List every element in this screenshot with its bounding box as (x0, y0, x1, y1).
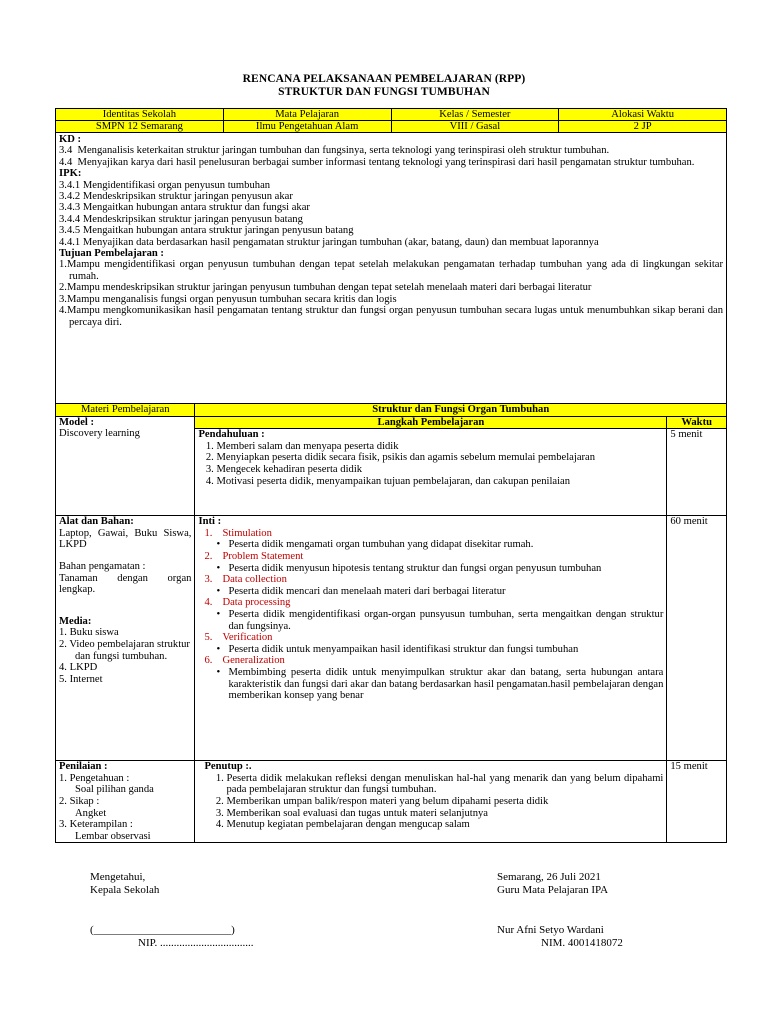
ipk-item: 3.4.3 Mengaitkan hubungan antara struktur dan fungsi akar (59, 202, 310, 214)
penilaian-item: 3. Keterampilan : (59, 819, 133, 831)
penilaian-item: 1. Pengetahuan : (59, 772, 130, 784)
list-item: 1. Memberi salam dan menyapa peserta didik (216, 441, 663, 453)
inti-cell (195, 516, 667, 761)
identity-header: Mata Pelajaran (223, 109, 391, 121)
model-heading: Model : (59, 416, 95, 428)
penutup-waktu: 15 menit (667, 761, 727, 843)
kd-item: 4.4 Menyajikan karya dari hasil penelusuran berbagai sumber informasi tentang teknologi yang terinspirasi dari hasil pengamatan struktur tumbuhan. (59, 156, 695, 168)
media-item: 4. LKPD (59, 662, 98, 674)
identity-value: SMPN 12 Semarang (56, 121, 224, 133)
waktu-header: Waktu (667, 416, 727, 429)
inti-step: 5. Verification (204, 632, 273, 644)
signature-left-name: (_________________________) (90, 924, 235, 936)
list-item: 2. Menyiapkan peserta didik secara fisik, psikis dan agamis sebelum memulai pembelajaran (216, 452, 663, 464)
list-item: 2. Memberikan umpan balik/respon materi yang belum dipahami peserta didik (226, 796, 663, 808)
model-cell (56, 416, 195, 516)
ipk-item: 4.4.1 Menyajikan data berdasarkan hasil pengamatan struktur jaringan tumbuhan (akar, batang, daun) dan membuat laporannya (59, 236, 599, 248)
tujuan-item: 1.Mampu mengidentifikasi organ penyusun tumbuhan dengan tepat setelah melakukan pengamatan terhadap tumbuhan yang ada di lingkungan sekitar rumah. (59, 259, 723, 282)
identity-header: Identitas Sekolah (56, 109, 224, 121)
list-item: 4. Menutup kegiatan pembelajaran dengan mengucap salam (226, 819, 663, 831)
signature-left-role: Kepala Sekolah (90, 884, 160, 896)
list-item: 3. Memberikan soal evaluasi dan tugas untuk materi selanjutnya (226, 808, 663, 820)
pendahuluan-list (198, 441, 663, 487)
penilaian-detail: Angket (75, 807, 107, 819)
kd-heading: KD : (59, 134, 82, 145)
list-item: 3. Mengecek kehadiran peserta didik (216, 464, 663, 476)
inti-step-desc: • Peserta didik mencari dan menelaah materi dari berbagai literatur (228, 586, 663, 598)
ipk-heading: IPK: (59, 168, 82, 180)
lesson-table (55, 403, 727, 843)
pendahuluan-heading: Pendahuluan : (198, 429, 265, 441)
signature-right-place-date: Semarang, 26 Juli 2021 (497, 871, 601, 883)
identity-value: 2 JP (559, 121, 727, 133)
inti-step: 6. Generalization (204, 655, 285, 667)
kd-item: 3.4 Menganalisis keterkaitan struktur jaringan tumbuhan dan fungsinya, serta teknologi yang terinspirasi oleh struktur tumbuhan. (59, 145, 610, 157)
tujuan-heading: Tujuan Pembelajaran : (59, 248, 164, 260)
penilaian-heading: Penilaian : (59, 761, 108, 773)
inti-step: 3. Data collection (204, 574, 287, 586)
document-subtitle: STRUKTUR DAN FUNGSI TUMBUHAN (278, 86, 490, 98)
inti-step-desc: • Peserta didik mengidentifikasi organ-organ punsyusun tumbuhan, serta mengaitkan dengan struktur dan fungsinya. (228, 609, 663, 632)
signature-right-nim: NIM. 4001418072 (541, 937, 623, 949)
identity-value: Ilmu Pengetahuan Alam (223, 121, 391, 133)
inti-step: 1. Stimulation (204, 527, 272, 539)
inti-heading: Inti : (198, 516, 222, 528)
media-heading: Media: (59, 615, 92, 627)
document-title: RENCANA PELAKSANAAN PEMBELAJARAN (RPP) (242, 73, 526, 85)
langkah-header: Langkah Pembelajaran (195, 416, 667, 429)
ipk-item: 3.4.2 Mendeskripsikan struktur jaringan penyusun akar (59, 191, 293, 203)
ipk-item: 3.4.4 Mendeskripsikan struktur jaringan penyusun batang (59, 213, 303, 225)
alat-media-cell (56, 516, 195, 761)
signature-right-name: Nur Afni Setyo Wardani (497, 924, 604, 936)
list-item: 4. Motivasi peserta didik, menyampaikan tujuan pembelajaran, dan cakupan penilaian (216, 476, 663, 488)
media-item: 5. Internet (59, 673, 103, 685)
penilaian-detail: Soal pilihan ganda (75, 784, 154, 796)
penutup-cell (195, 761, 667, 843)
alat-value: Laptop, Gawai, Buku Siswa, LKPD (59, 527, 192, 551)
penutup-list (198, 773, 663, 831)
materi-label: Materi Pembelajaran (56, 404, 195, 417)
inti-step-desc: • Peserta didik untuk menyampaikan hasil identifikasi struktur dan fungsi tumbuhan (228, 644, 663, 656)
ipk-item: 3.4.5 Mengaitkan hubungan antara struktur jaringan penyusun batang (59, 225, 354, 237)
competency-section (55, 133, 727, 403)
identity-header: Kelas / Semester (391, 109, 559, 121)
inti-step-desc: • Peserta didik mengamati organ tumbuhan yang didapat disekitar rumah. (228, 539, 663, 551)
ipk-item: 3.4.1 Mengidentifikasi organ penyusun tumbuhan (59, 179, 271, 191)
inti-step: 2. Problem Statement (204, 550, 304, 562)
inti-step: 4. Data processing (204, 597, 291, 609)
signature-right-role: Guru Mata Pelajaran IPA (497, 884, 609, 896)
penilaian-cell (56, 761, 195, 843)
tujuan-item: 4.Mampu mengkomunikasikan hasil pengamatan tentang struktur dan fungsi organ penyusun tumbuhan secara lugas untuk menumbuhkan sikap berani dan percaya diri. (59, 305, 723, 328)
inti-step-desc: • Peserta didik menyusun hipotesis tentang struktur dan fungsi organ penyusun tumbuhan (228, 563, 663, 575)
signature-left-nip: NIP. .................................. (138, 937, 254, 949)
penilaian-detail: Lembar observasi (75, 830, 151, 842)
media-item: 1. Buku siswa (59, 627, 119, 639)
penutup-heading: Penutup :. (204, 761, 252, 773)
tujuan-item: 3.Mampu menganalisis fungsi organ penyusun tumbuhan secara kritis dan logis (59, 293, 397, 305)
list-item: 1. Peserta didik melakukan refleksi dengan menuliskan hal-hal yang menarik dan yang belum dipahami pada pembelajaran struktur dan fungsi tumbuhan. (226, 773, 663, 796)
bahan-value: Tanaman dengan organ lengkap. (59, 572, 192, 596)
signature-left-label: Mengetahui, (90, 871, 146, 883)
media-item: 2. Video pembelajaran struktur dan fungsi tumbuhan. (59, 638, 190, 662)
model-value: Discovery learning (59, 428, 140, 440)
pendahuluan-cell (195, 429, 667, 516)
pendahuluan-waktu: 5 menit (667, 429, 727, 516)
identity-header: Alokasi Waktu (559, 109, 727, 121)
inti-step-desc: • Membimbing peserta didik untuk menyimpulkan struktur akar dan batang, serta hubungan antara karakteristik dan fungsi dari akar dan batang berdasarkan hasil pengamatan.hasil pembelajaran dengan memberikan konsep yang benar (228, 667, 663, 702)
bahan-label: Bahan pengamatan : (59, 560, 146, 572)
tujuan-item: 2.Mampu mendeskripsikan struktur jaringan penyusun tumbuhan dengan tepat setelah menelaah materi dari berbagai literatur (59, 282, 592, 294)
identity-value: VIII / Gasal (391, 121, 559, 133)
inti-waktu: 60 menit (667, 516, 727, 761)
penilaian-item: 2. Sikap : (59, 795, 100, 807)
identity-table (55, 108, 727, 133)
materi-value: Struktur dan Fungsi Organ Tumbuhan (195, 404, 727, 417)
alat-heading: Alat dan Bahan: (59, 516, 134, 528)
